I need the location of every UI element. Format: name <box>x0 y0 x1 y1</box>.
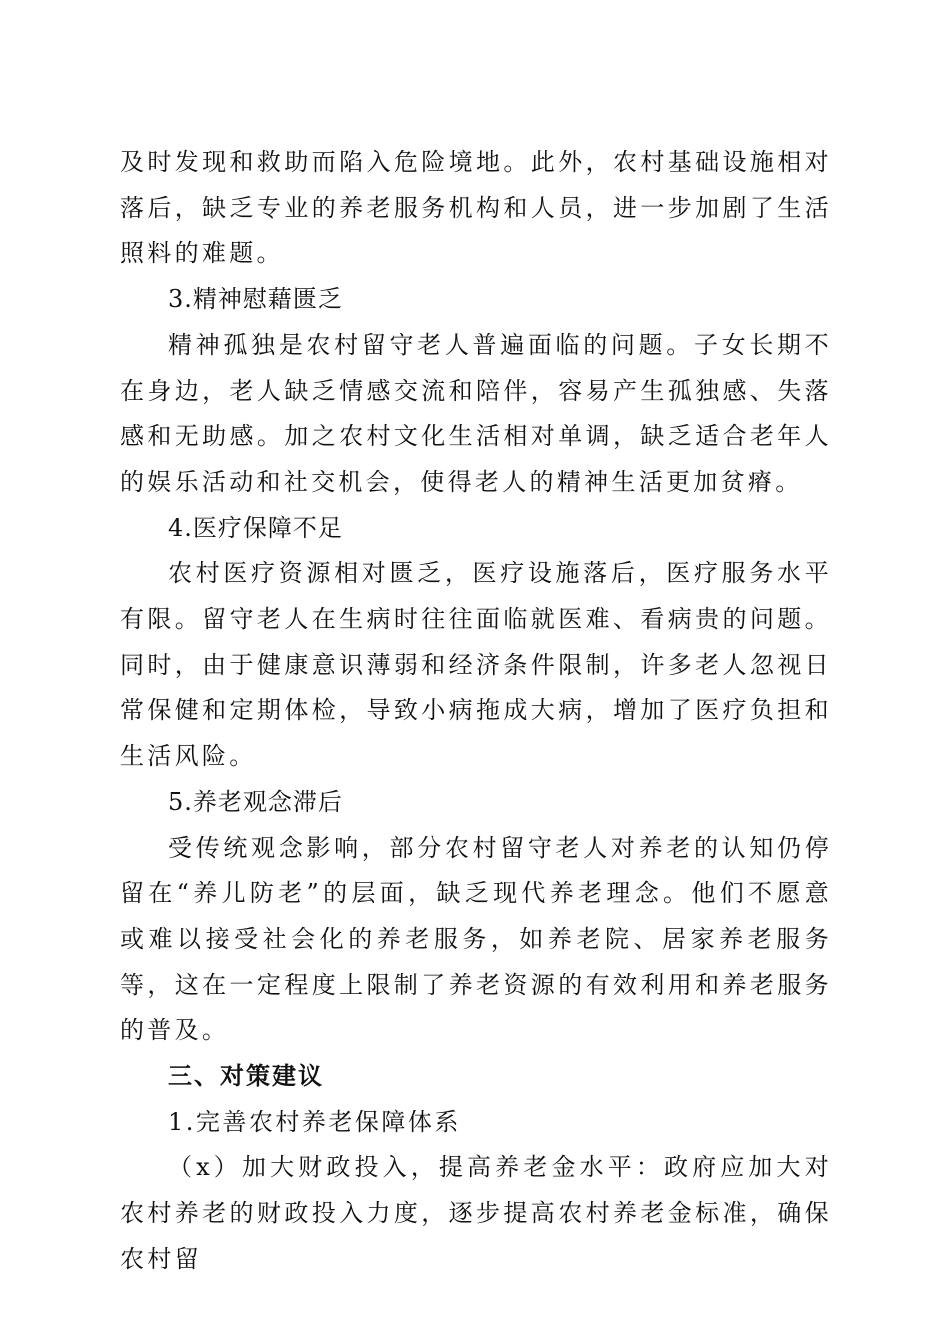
paragraph-spiritual-loneliness: 精神孤独是农村留守老人普遍面临的问题。子女长期不在身边，老人缺乏情感交流和陪伴，容易产生孤独感、失落感和无助感。加之农村文化生活相对单调，缺乏适合老年人的娱乐活动和社交机会，使得老人的精神生活更加贫瘠。 <box>120 330 832 496</box>
paragraph-care-difficulty: 及时发现和救助而陷入危险境地。此外，农村基础设施相对落后，缺乏专业的养老服务机构和人员，进一步加剧了生活照料的难题。 <box>120 148 832 268</box>
document-page <box>120 140 832 1283</box>
subheading-medical-security: 4.医疗保障不足 <box>168 513 343 542</box>
paragraph-traditional-concept: 受传统观念影响，部分农村留守老人对养老的认知仍停留在“养儿防老”的层面，缺乏现代养老理念。他们不愿意或难以接受社会化的养老服务，如养老院、居家养老服务等，这在一定程度上限制了养老资源的有效利用和养老服务的普及。 <box>120 833 832 1045</box>
paragraph-financial-input: （x）加大财政投入，提高养老金水平：政府应加大对农村养老的财政投入力度，逐步提高农村养老金标准，确保农村留 <box>120 1153 832 1273</box>
paragraph-medical-resources: 农村医疗资源相对匮乏，医疗设施落后，医疗服务水平有限。留守老人在生病时往往面临就医难、看病贵的问题。同时，由于健康意识薄弱和经济条件限制，许多老人忽视日常保健和定期体检，导致小病拖成大病，增加了医疗负担和生活风险。 <box>120 559 832 771</box>
subheading-spiritual-comfort: 3.精神慰藉匮乏 <box>168 285 343 314</box>
subheading-improve-system: 1.完善农村养老保障体系 <box>168 1107 461 1136</box>
section-heading-countermeasures: 三、对策建议 <box>168 1062 324 1091</box>
subheading-pension-concept: 5.养老观念滞后 <box>168 787 343 816</box>
